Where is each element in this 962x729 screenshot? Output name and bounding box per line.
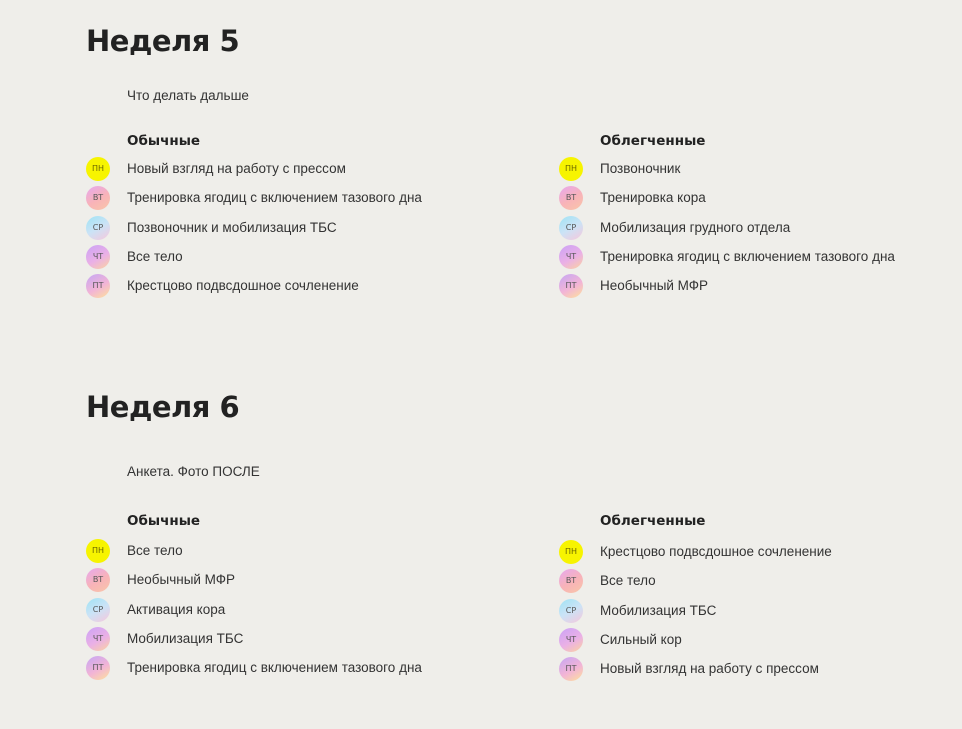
workout-label: Крестцово подвсдошное сочленение — [600, 544, 832, 559]
workout-row-tue[interactable] — [559, 186, 959, 210]
day-badge-thu: ЧТ — [86, 245, 110, 269]
week-section-5 — [86, 24, 946, 314]
workout-label: Тренировка ягодиц с включением тазового дна — [600, 249, 895, 264]
workout-label: Новый взгляд на работу с прессом — [600, 661, 819, 676]
workout-label: Новый взгляд на работу с прессом — [127, 161, 346, 176]
workout-label: Тренировка ягодиц с включением тазового дна — [127, 660, 422, 675]
column-title: Обычные — [127, 133, 201, 149]
workout-label: Мобилизация ТБС — [600, 603, 717, 618]
workout-row-thu[interactable] — [86, 245, 486, 269]
day-badge-tue: ВТ — [86, 568, 110, 592]
day-badge-thu: ЧТ — [86, 627, 110, 651]
workout-label: Активация кора — [127, 602, 226, 617]
workout-label: Необычный МФР — [127, 572, 236, 587]
workout-label: Все тело — [127, 249, 183, 264]
day-badge-wed: СР — [559, 216, 583, 240]
workout-label: Позвоночник — [600, 161, 681, 176]
workout-row-thu[interactable] — [559, 245, 959, 269]
workout-label: Все тело — [600, 573, 656, 588]
week-title: Неделя 5 — [86, 24, 240, 58]
week-intro-link[interactable]: Что делать дальше — [127, 88, 249, 103]
workout-label: Тренировка ягодиц с включением тазового дна — [127, 190, 422, 205]
day-badge-fri: ПТ — [559, 274, 583, 298]
workout-label: Необычный МФР — [600, 278, 709, 293]
day-badge-mon: ПН — [559, 157, 583, 181]
workout-row-mon[interactable] — [86, 539, 486, 563]
workout-row-mon[interactable] — [559, 157, 959, 181]
day-badge-fri: ПТ — [559, 657, 583, 681]
workout-label: Сильный кор — [600, 632, 682, 647]
day-badge-tue: ВТ — [559, 186, 583, 210]
workout-row-tue[interactable] — [86, 568, 486, 592]
day-badge-wed: СР — [86, 216, 110, 240]
workout-row-wed[interactable] — [559, 216, 959, 240]
workout-label: Крестцово подвсдошное сочленение — [127, 278, 359, 293]
workout-label: Все тело — [127, 543, 183, 558]
column-title: Облегченные — [600, 513, 706, 529]
workout-label: Мобилизация ТБС — [127, 631, 244, 646]
day-badge-fri: ПТ — [86, 656, 110, 680]
workout-label: Позвоночник и мобилизация ТБС — [127, 220, 337, 235]
column-title: Обычные — [127, 513, 201, 529]
day-badge-mon: ПН — [559, 540, 583, 564]
day-badge-thu: ЧТ — [559, 245, 583, 269]
workout-row-mon[interactable] — [86, 157, 486, 181]
workout-row-mon[interactable] — [559, 540, 959, 564]
day-badge-tue: ВТ — [86, 186, 110, 210]
workout-row-fri[interactable] — [86, 274, 486, 298]
workout-label: Мобилизация грудного отдела — [600, 220, 791, 235]
day-badge-tue: ВТ — [559, 569, 583, 593]
workout-row-wed[interactable] — [86, 216, 486, 240]
day-badge-wed: СР — [559, 599, 583, 623]
column-title: Облегченные — [600, 133, 706, 149]
week-intro-link[interactable]: Анкета. Фото ПОСЛЕ — [127, 464, 260, 479]
day-badge-mon: ПН — [86, 157, 110, 181]
workout-row-thu[interactable] — [559, 628, 959, 652]
day-badge-wed: СР — [86, 598, 110, 622]
workout-row-wed[interactable] — [86, 598, 486, 622]
workout-row-fri[interactable] — [559, 657, 959, 681]
week-title: Неделя 6 — [86, 390, 240, 424]
workout-label: Тренировка кора — [600, 190, 706, 205]
workout-row-tue[interactable] — [86, 186, 486, 210]
workout-row-fri[interactable] — [86, 656, 486, 680]
day-badge-mon: ПН — [86, 539, 110, 563]
workout-row-tue[interactable] — [559, 569, 959, 593]
workout-row-fri[interactable] — [559, 274, 959, 298]
week-section-6 — [86, 390, 946, 690]
day-badge-fri: ПТ — [86, 274, 110, 298]
day-badge-thu: ЧТ — [559, 628, 583, 652]
workout-row-thu[interactable] — [86, 627, 486, 651]
workout-row-wed[interactable] — [559, 599, 959, 623]
